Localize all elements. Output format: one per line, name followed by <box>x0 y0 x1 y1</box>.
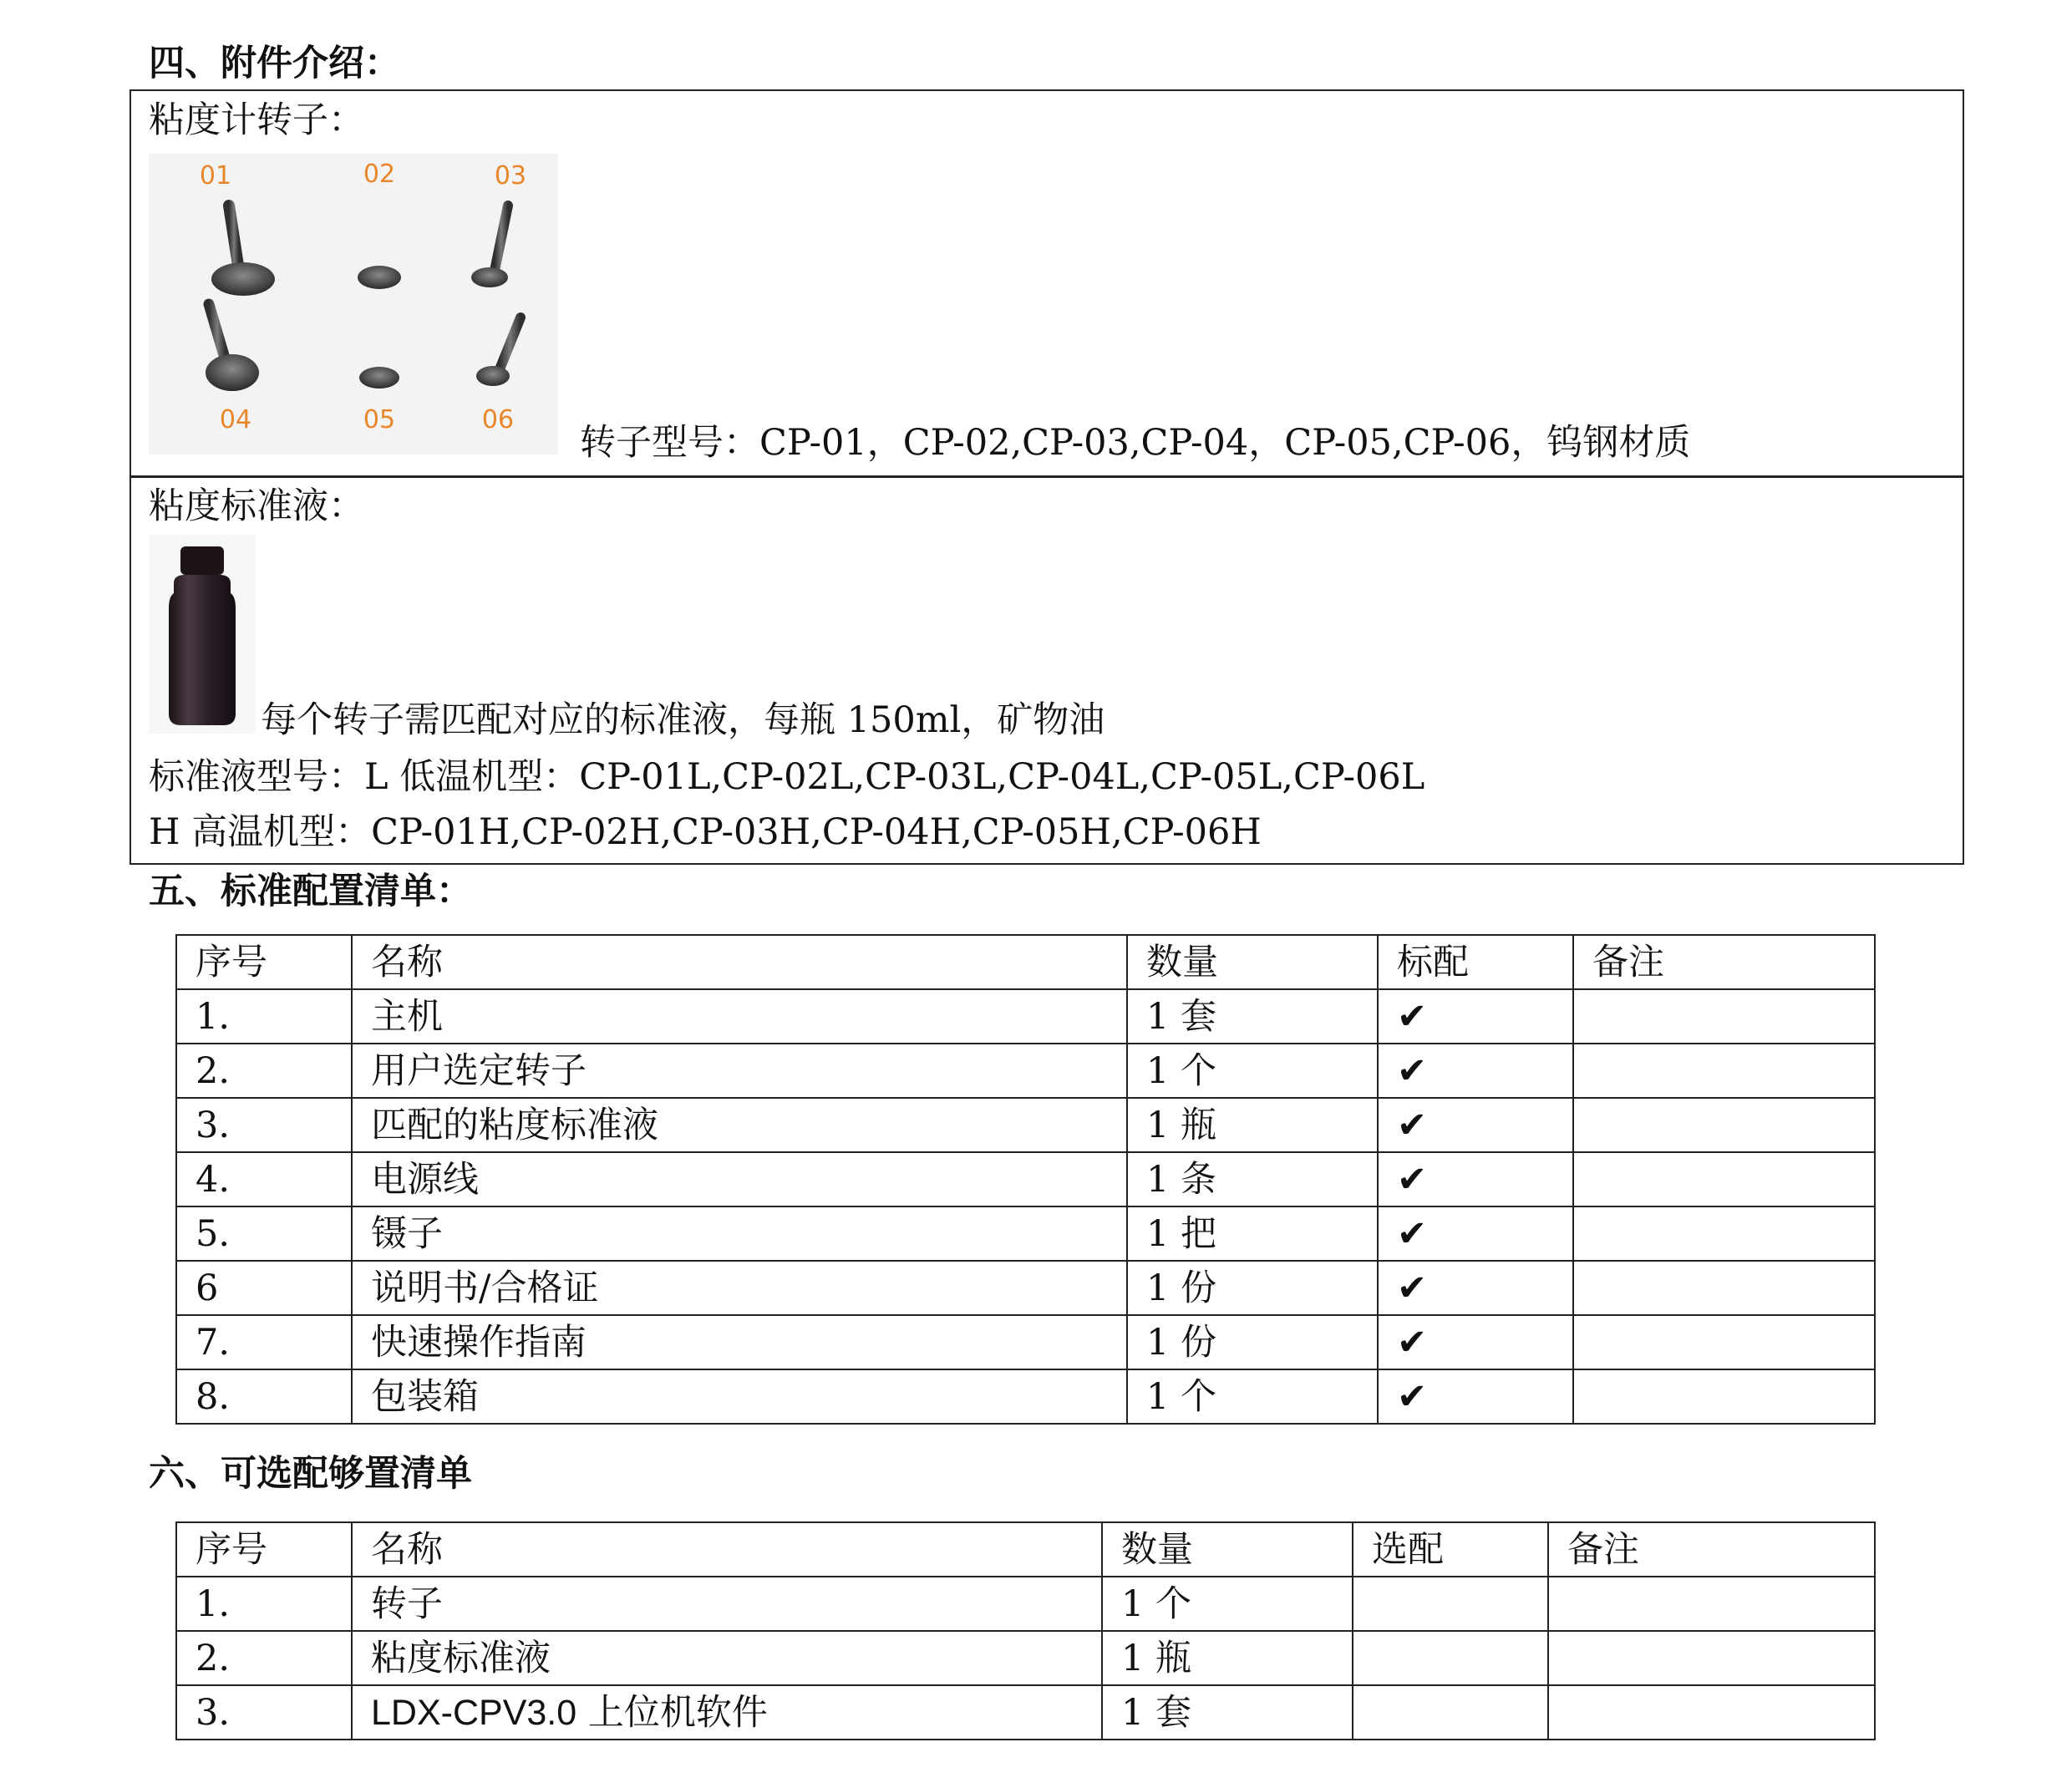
table-row <box>176 1152 1875 1206</box>
header-optional: 选配 <box>1353 1522 1548 1577</box>
cell-qty: 1 瓶 <box>1102 1631 1353 1685</box>
rotor-label-05: 05 <box>363 405 396 434</box>
cell-note <box>1548 1685 1875 1740</box>
bottle-icon <box>149 535 256 734</box>
cell-qty: 1 套 <box>1127 989 1378 1044</box>
header-name: 名称 <box>352 935 1127 989</box>
rotor-photo <box>149 154 558 455</box>
cell-name: 用户选定转子 <box>352 1044 1127 1098</box>
check-icon: ✔ <box>1378 1261 1573 1315</box>
check-icon: ✔ <box>1378 1369 1573 1424</box>
cell-qty: 1 份 <box>1127 1261 1378 1315</box>
cell-name: 电源线 <box>352 1152 1127 1206</box>
header-no: 序号 <box>176 935 352 989</box>
standard-config-table <box>175 934 1876 1425</box>
cell-note <box>1573 989 1875 1044</box>
table-row <box>176 1631 1875 1685</box>
check-icon: ✔ <box>1378 1152 1573 1206</box>
table-row <box>176 1206 1875 1261</box>
section4-heading: 四、附件介绍： <box>149 43 400 84</box>
cell-note <box>1573 1261 1875 1315</box>
rotor-01-icon <box>211 206 275 296</box>
cell-note <box>1573 1152 1875 1206</box>
check-icon: ✔ <box>1378 1044 1573 1098</box>
cell-no: 7. <box>176 1315 352 1369</box>
rotor-label-02: 02 <box>363 160 396 189</box>
check-icon: ✔ <box>1378 989 1573 1044</box>
cell-qty: 1 个 <box>1127 1044 1378 1098</box>
cell-name <box>352 1577 1102 1631</box>
rotor-label-01: 01 <box>199 161 232 190</box>
cell-note <box>1548 1631 1875 1685</box>
header-qty: 数量 <box>1102 1522 1353 1577</box>
rotor-illustration <box>149 154 558 455</box>
cell-name <box>352 1631 1102 1685</box>
rotor-06-icon <box>476 317 521 386</box>
cell-qty: 1 条 <box>1127 1152 1378 1206</box>
cell-name-latin: LDX-CPV3.0 <box>371 1692 577 1733</box>
cell-optional <box>1353 1685 1548 1740</box>
cell-no: 3. <box>176 1098 352 1152</box>
cell-name: 说明书/合格证 <box>352 1261 1127 1315</box>
cell-note <box>1573 1098 1875 1152</box>
accessory-divider <box>130 475 1964 478</box>
section6-heading: 六、可选配够置清单 <box>149 1453 472 1495</box>
cell-no: 6 <box>176 1261 352 1315</box>
cell-name-text: 粘度标准液 <box>371 1637 551 1679</box>
cell-qty: 1 瓶 <box>1127 1098 1378 1152</box>
fluid-model-high: H 高温机型：CP-01H,CP-02H,CP-03H,CP-04H,CP-05H,CP-06H <box>149 811 1262 853</box>
rotor-04-icon <box>206 304 259 391</box>
cell-qty: 1 个 <box>1127 1369 1378 1424</box>
cell-no: 2. <box>176 1631 352 1685</box>
table-row <box>176 989 1875 1044</box>
cell-qty: 1 个 <box>1102 1577 1353 1631</box>
rotor-03-icon <box>471 206 508 287</box>
rotor-05-icon <box>359 312 399 389</box>
header-note: 备注 <box>1548 1522 1875 1577</box>
cell-qty: 1 套 <box>1102 1685 1353 1740</box>
cell-no: 4. <box>176 1152 352 1206</box>
cell-no: 3. <box>176 1685 352 1740</box>
cell-qty: 1 把 <box>1127 1206 1378 1261</box>
optional-config-table <box>175 1521 1876 1740</box>
cell-note <box>1573 1369 1875 1424</box>
check-icon: ✔ <box>1378 1315 1573 1369</box>
cell-name-text: 转子 <box>371 1582 443 1625</box>
header-no: 序号 <box>176 1522 352 1577</box>
table-row <box>176 1261 1875 1315</box>
cell-qty: 1 份 <box>1127 1315 1378 1369</box>
cell-no: 1. <box>176 989 352 1044</box>
cell-name: 匹配的粘度标准液 <box>352 1098 1127 1152</box>
cell-no: 8. <box>176 1369 352 1424</box>
rotor-label-06: 06 <box>481 405 515 434</box>
header-name: 名称 <box>352 1522 1102 1577</box>
cell-note <box>1573 1044 1875 1098</box>
table-row <box>176 1577 1875 1631</box>
table-row <box>176 1098 1875 1152</box>
header-standard: 标配 <box>1378 935 1573 989</box>
cell-note <box>1573 1206 1875 1261</box>
rotor-label-03: 03 <box>494 161 527 190</box>
header-qty: 数量 <box>1127 935 1378 989</box>
fluid-caption: 每个转子需匹配对应的标准液，每瓶 150ml，矿物油 <box>261 699 1105 741</box>
cell-no: 5. <box>176 1206 352 1261</box>
cell-optional <box>1353 1631 1548 1685</box>
fluid-bottle-photo <box>149 535 256 734</box>
cell-no: 1. <box>176 1577 352 1631</box>
rotor-02-icon <box>358 206 401 289</box>
cell-optional <box>1353 1577 1548 1631</box>
cell-name: 镊子 <box>352 1206 1127 1261</box>
table-row <box>176 1369 1875 1424</box>
rotor-caption: 转子型号：CP-01，CP-02,CP-03,CP-04，CP-05,CP-06，钨钢材质 <box>580 422 1691 464</box>
cell-name: 主机 <box>352 989 1127 1044</box>
check-icon: ✔ <box>1378 1098 1573 1152</box>
cell-no: 2. <box>176 1044 352 1098</box>
table-header-row <box>176 1522 1875 1577</box>
header-note: 备注 <box>1573 935 1875 989</box>
cell-name: 包装箱 <box>352 1369 1127 1424</box>
cell-name: 快速操作指南 <box>352 1315 1127 1369</box>
check-icon: ✔ <box>1378 1206 1573 1261</box>
table-header-row <box>176 935 1875 989</box>
cell-name-text: 上位机软件 <box>576 1691 768 1734</box>
rotor-label: 粘度计转子： <box>149 99 364 141</box>
fluid-label: 粘度标准液： <box>149 485 364 527</box>
cell-note <box>1548 1577 1875 1631</box>
table-row <box>176 1044 1875 1098</box>
fluid-model-low: 标准液型号：L 低温机型：CP-01L,CP-02L,CP-03L,CP-04L,CP-05L,CP-06L <box>149 756 1425 798</box>
section5-heading: 五、标准配置清单： <box>149 871 472 912</box>
rotor-label-04: 04 <box>219 405 252 434</box>
table-row <box>176 1315 1875 1369</box>
cell-note <box>1573 1315 1875 1369</box>
table-row <box>176 1685 1875 1740</box>
cell-name <box>352 1685 1102 1740</box>
